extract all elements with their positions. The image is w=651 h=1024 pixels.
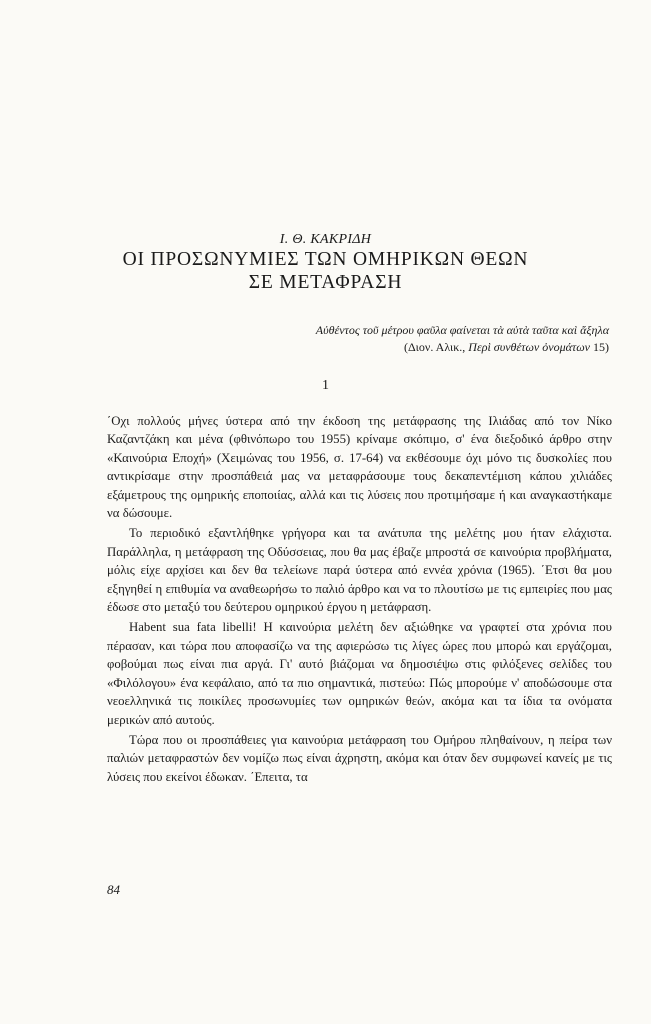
epigraph-source-work: Περὶ συνθέτων ὀνομάτων bbox=[468, 340, 590, 354]
article-title-line-2: ΣΕ ΜΕΤΑΦΡΑΣΗ bbox=[248, 272, 403, 293]
epigraph-quote: Αὐθέντος τοῦ μέτρου φαῦλα φαίνεται τὰ αὐτὰ ταῦτα καὶ ἄξηλα bbox=[315, 323, 609, 337]
article-title-line-1: ΟΙ ΠΡΟΣΩΝΥΜΙΕΣ ΤΩΝ ΟΜΗΡΙΚΩΝ ΘΕΩΝ bbox=[122, 249, 529, 270]
page-number: 84 bbox=[107, 882, 120, 897]
epigraph bbox=[316, 322, 609, 356]
section-number: 1 bbox=[322, 378, 329, 393]
paragraph: Τώρα που οι προσπάθειες για καινούρια μετάφραση του Ομήρου πληθαίνουν, η πείρα των παλιών μεταφραστών δεν νομίζω πως είναι άχρηστη, ακόμα και όταν δεν συμφωνεί κανείς με τις λύσεις που εκείνοι έδωκαν. ΄Επειτα, τα bbox=[107, 732, 612, 784]
epigraph-source bbox=[316, 339, 609, 356]
article-title bbox=[0, 248, 651, 294]
epigraph-source-open: (Διον. Αλικ., bbox=[403, 340, 469, 354]
epigraph-source-close: 15) bbox=[590, 340, 609, 354]
article-body bbox=[107, 412, 612, 786]
paragraph: Habent sua fata libelli! Η καινούρια μελέτη δεν αξιώθηκε να γραφτεί στα χρόνια που πέρασαν, και τώρα που αποφασίζω να της αφιερώσω τις λίγες ώρες που μπορώ και εργάζομαι, φοβούμαι πως είναι πια αργά. Γι' αυτό βιάζομαι να δημοσιέψω στις φιλόξενες σελίδες του «Φιλόλογου» ένα κεφάλαιο, από τα πιο σημαντικά, πιστεύω: Πώς μπορούμε ν' αποδώσουμε στα νεοελληνικά τις ποικίλες προσωνυμίες των ομηρικών θεών, ακόμα και τα ίδια τα ονόματα μερικών από αυτούς. bbox=[107, 620, 612, 727]
paragraph: ΄Οχι πολλούς μήνες ύστερα από την έκδοση της μετάφρασης της Ιλιάδας από τον Νίκο Καζαντζάκη και μένα (φθινόπωρο του 1955) κρίναμε σκόπιμο, σ' ένα διεξοδικό άρθρο στην «Καινούρια Εποχή» (Χειμώνας του 1956, σ. 17-64) να εκθέσουμε όχι μόνο τις δυσκολίες που αντικρίσαμε στην προσπάθειά μας να μεταφράσουμε τους δεκαπεντέμιση κάπου χιλιάδες εξάμετρους της ομηρικής εποποιίας, αλλά και τις λύσεις που προτιμήσαμε ή και αναγκαστήκαμε να δώσουμε. bbox=[107, 414, 612, 521]
article-author: Ι. Θ. ΚΑΚΡΙΔΗ bbox=[279, 232, 372, 247]
paragraph: Το περιοδικό εξαντλήθηκε γρήγορα και τα ανάτυπα της μελέτης μου ήταν ελάχιστα. Παράλληλα, η μετάφραση της Οδύσσειας, που θα μας έβαζε μπροστά σε καινούρια προβλήματα, μόλις είχε αρχίσει και δεν θα τελείωνε παρά ύστερα από εννέα χρόνια (1965). ΄Ετσι θα μου εξηγηθεί η επιθυμία να αναθεωρήσω το παλιό άρθρο και να το πλουτίσω με τις εμπειρίες που μας έδωσε στο μεταξύ του δεύτερου ομηρικού έργου η μετάφραση. bbox=[107, 526, 612, 615]
